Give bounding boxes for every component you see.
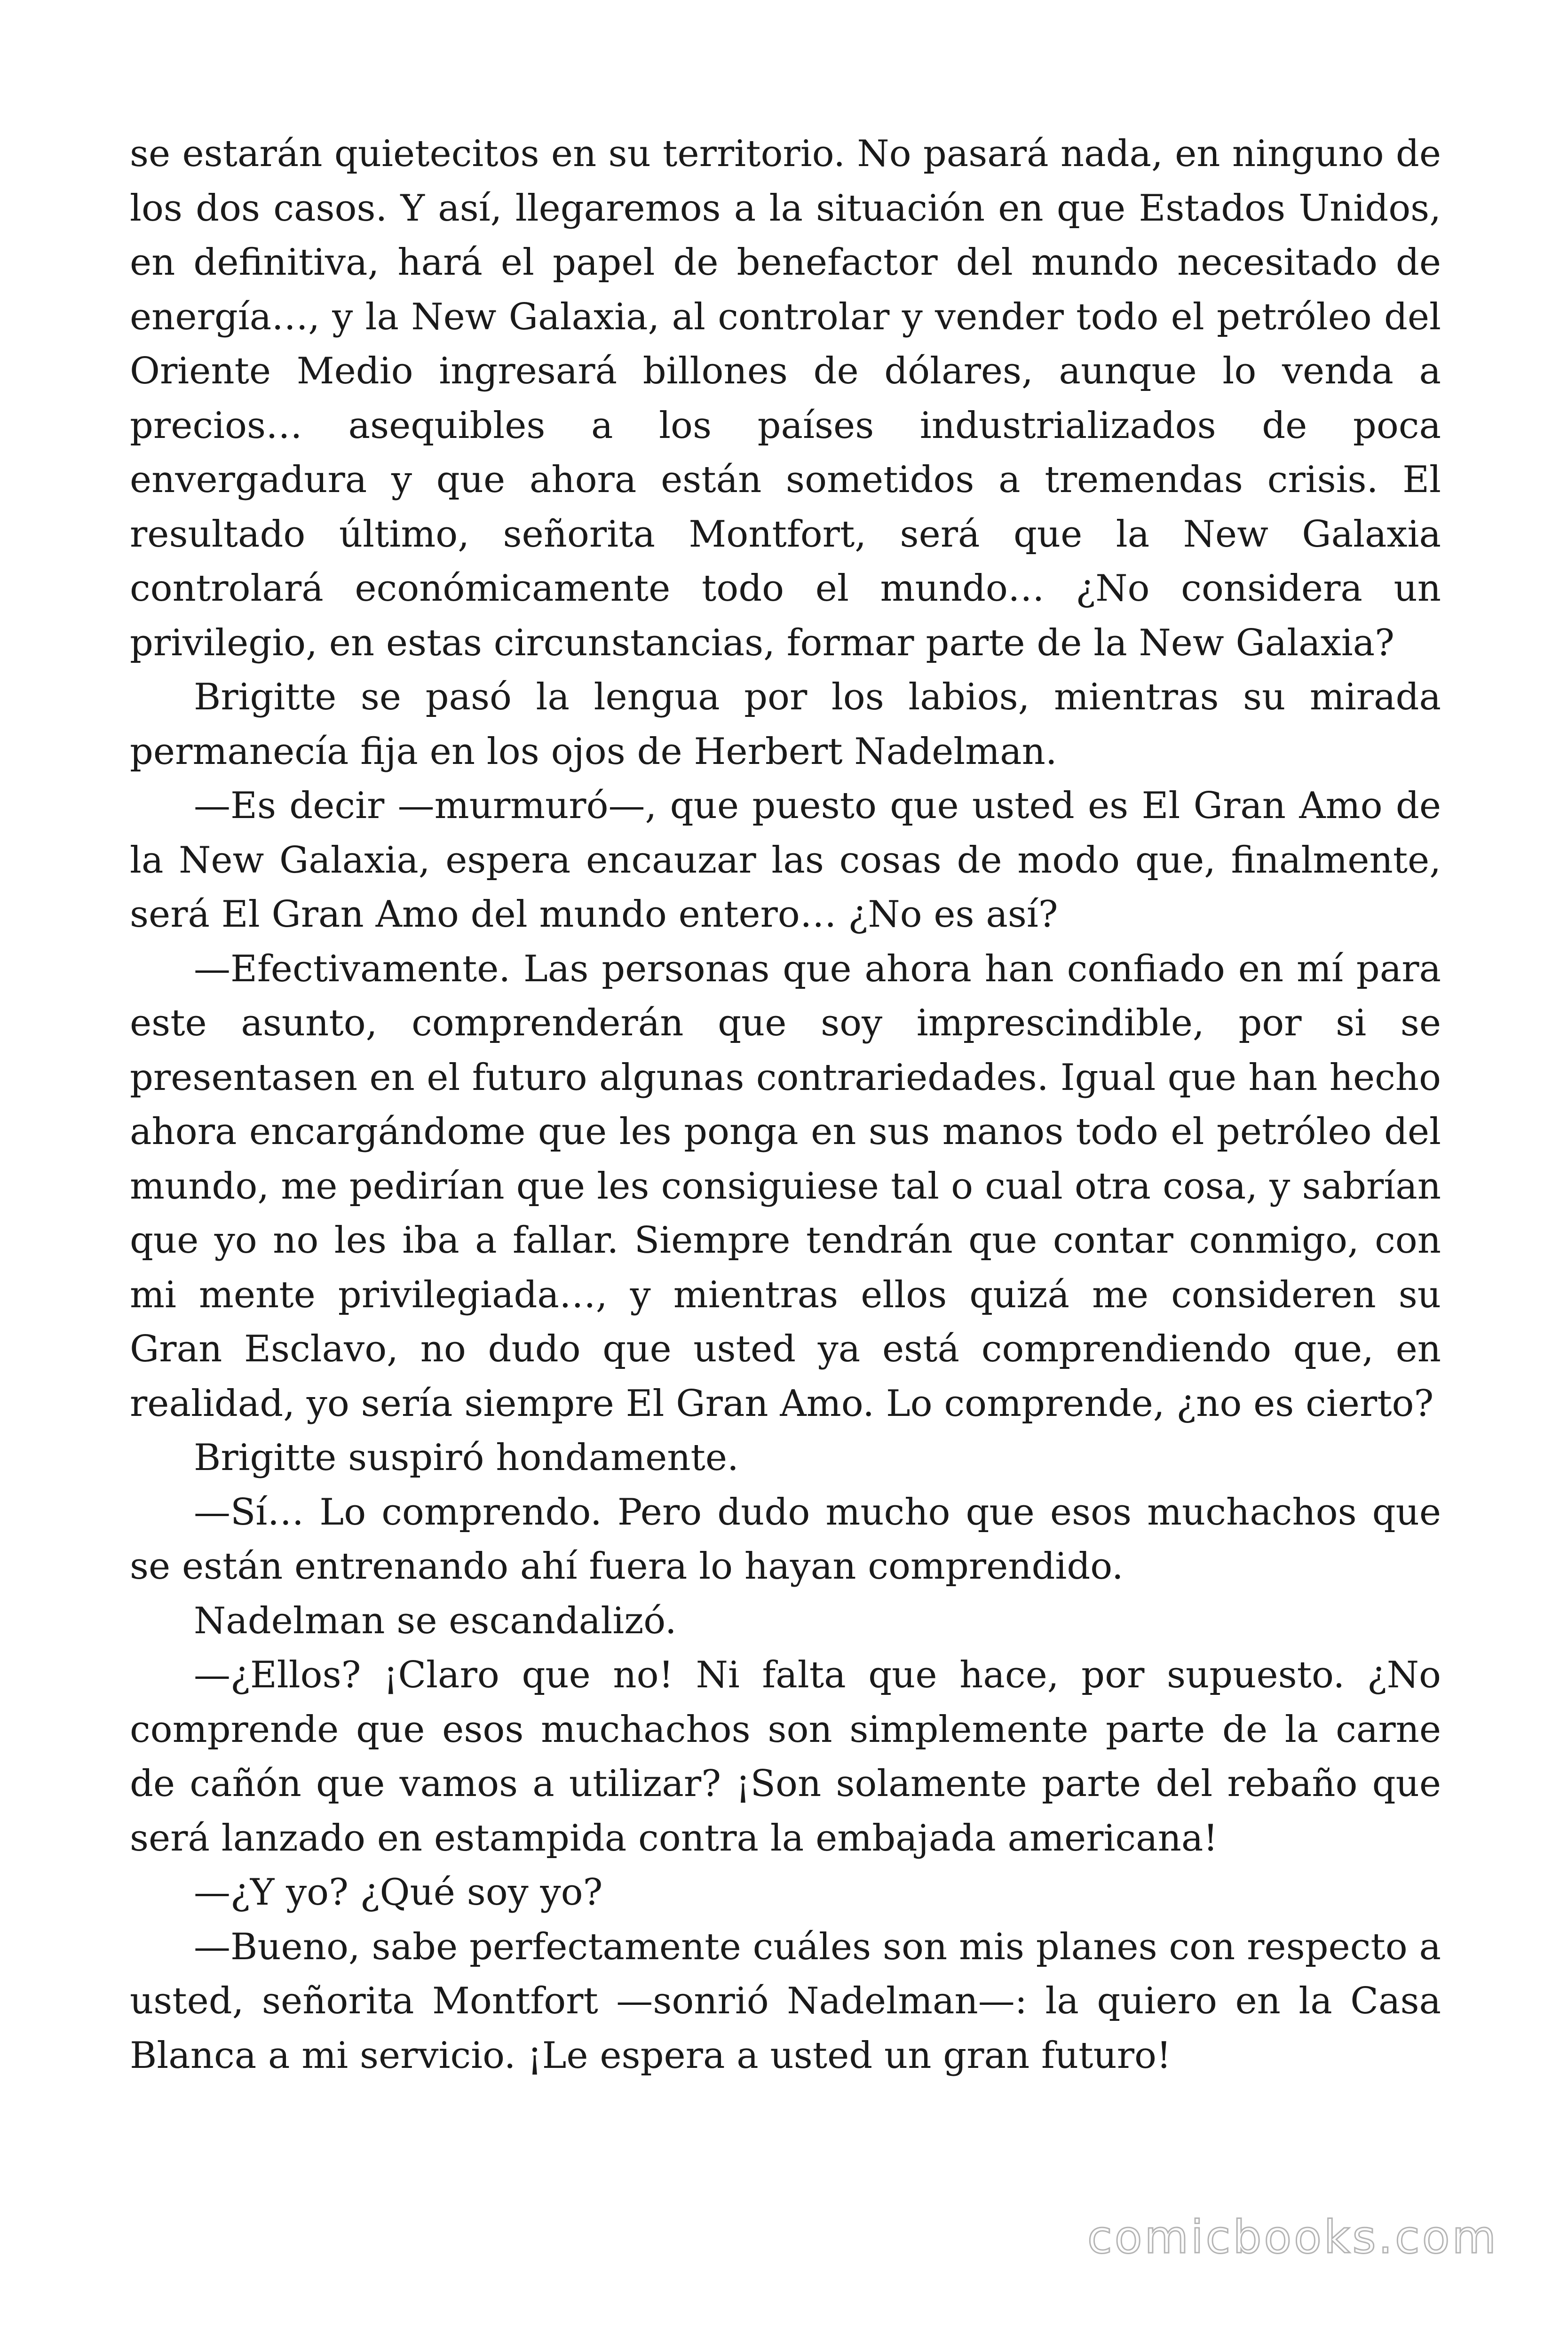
paragraph: Brigitte suspiró hondamente. [194,1437,739,1479]
paragraph: —Es decir —murmuró—, que puesto que usted es El Gran Amo de la New Galaxia, espera encauzar las cosas de modo que, finalmente, será El Gran Amo del mundo entero… ¿No es así? [130,785,1441,936]
paragraph: —¿Y yo? ¿Qué soy yo? [194,1871,603,1914]
paragraph: —¿Ellos? ¡Claro que no! Ni falta que hace, por supuesto. ¿No comprende que esos muchachos son simplemente parte de la carne de cañón que vamos a utilizar? ¡Son solamente parte del rebaño que será lanzado en estampida contra la embajada americana! [130,1654,1441,1859]
paragraph: —Sí… Lo comprendo. Pero dudo mucho que esos muchachos que se están entrenando ahí fuera lo hayan comprendido. [130,1491,1441,1588]
paragraph: Nadelman se escandalizó. [194,1599,677,1642]
paragraph: Brigitte se pasó la lengua por los labios, mientras su mirada permanecía fija en los ojos de Herbert Nadelman. [130,676,1441,773]
watermark: comicbooks.com [1087,2211,1498,2264]
paragraph: se estarán quietecitos en su territorio. No pasará nada, en ninguno de los dos casos. Y así, llegaremos a la situación en que Estados Unidos, en definitiva, hará el papel de benefactor del mundo necesitado de energía…, y la New Galaxia, al controlar y vender todo el petróleo del Oriente Medio ingresará billones de dólares, aunque lo venda a precios… asequibles a los países industrializados de poca envergadura y que ahora están sometidos a tremendas crisis. El resultado último, señorita Montfort, será que la New Galaxia controlará económicamente todo el mundo… ¿No considera un privilegio, en estas circunstancias, formar parte de la New Galaxia? [130,133,1441,664]
paragraph: —Bueno, sabe perfectamente cuáles son mis planes con respecto a usted, señorita Montfort —sonrió Nadelman—: la quiero en la Casa Blanca a mi servicio. ¡Le espera a usted un gran futuro! [130,1925,1441,2077]
page-body [130,127,1441,2083]
paragraph: —Efectivamente. Las personas que ahora han confiado en mí para este asunto, comprenderán que soy imprescindible, por si se presentasen en el futuro algunas contrariedades. Igual que han hecho ahora encargándome que les ponga en sus manos todo el petróleo del mundo, me pedirían que les consiguiese tal o cual otra cosa, y sabrían que yo no les iba a fallar. Siempre tendrán que contar conmigo, con mi mente privilegiada…, y mientras ellos quizá me consideren su Gran Esclavo, no dudo que usted ya está comprendiendo que, en realidad, yo sería siempre El Gran Amo. Lo comprende, ¿no es cierto? [130,947,1441,1425]
